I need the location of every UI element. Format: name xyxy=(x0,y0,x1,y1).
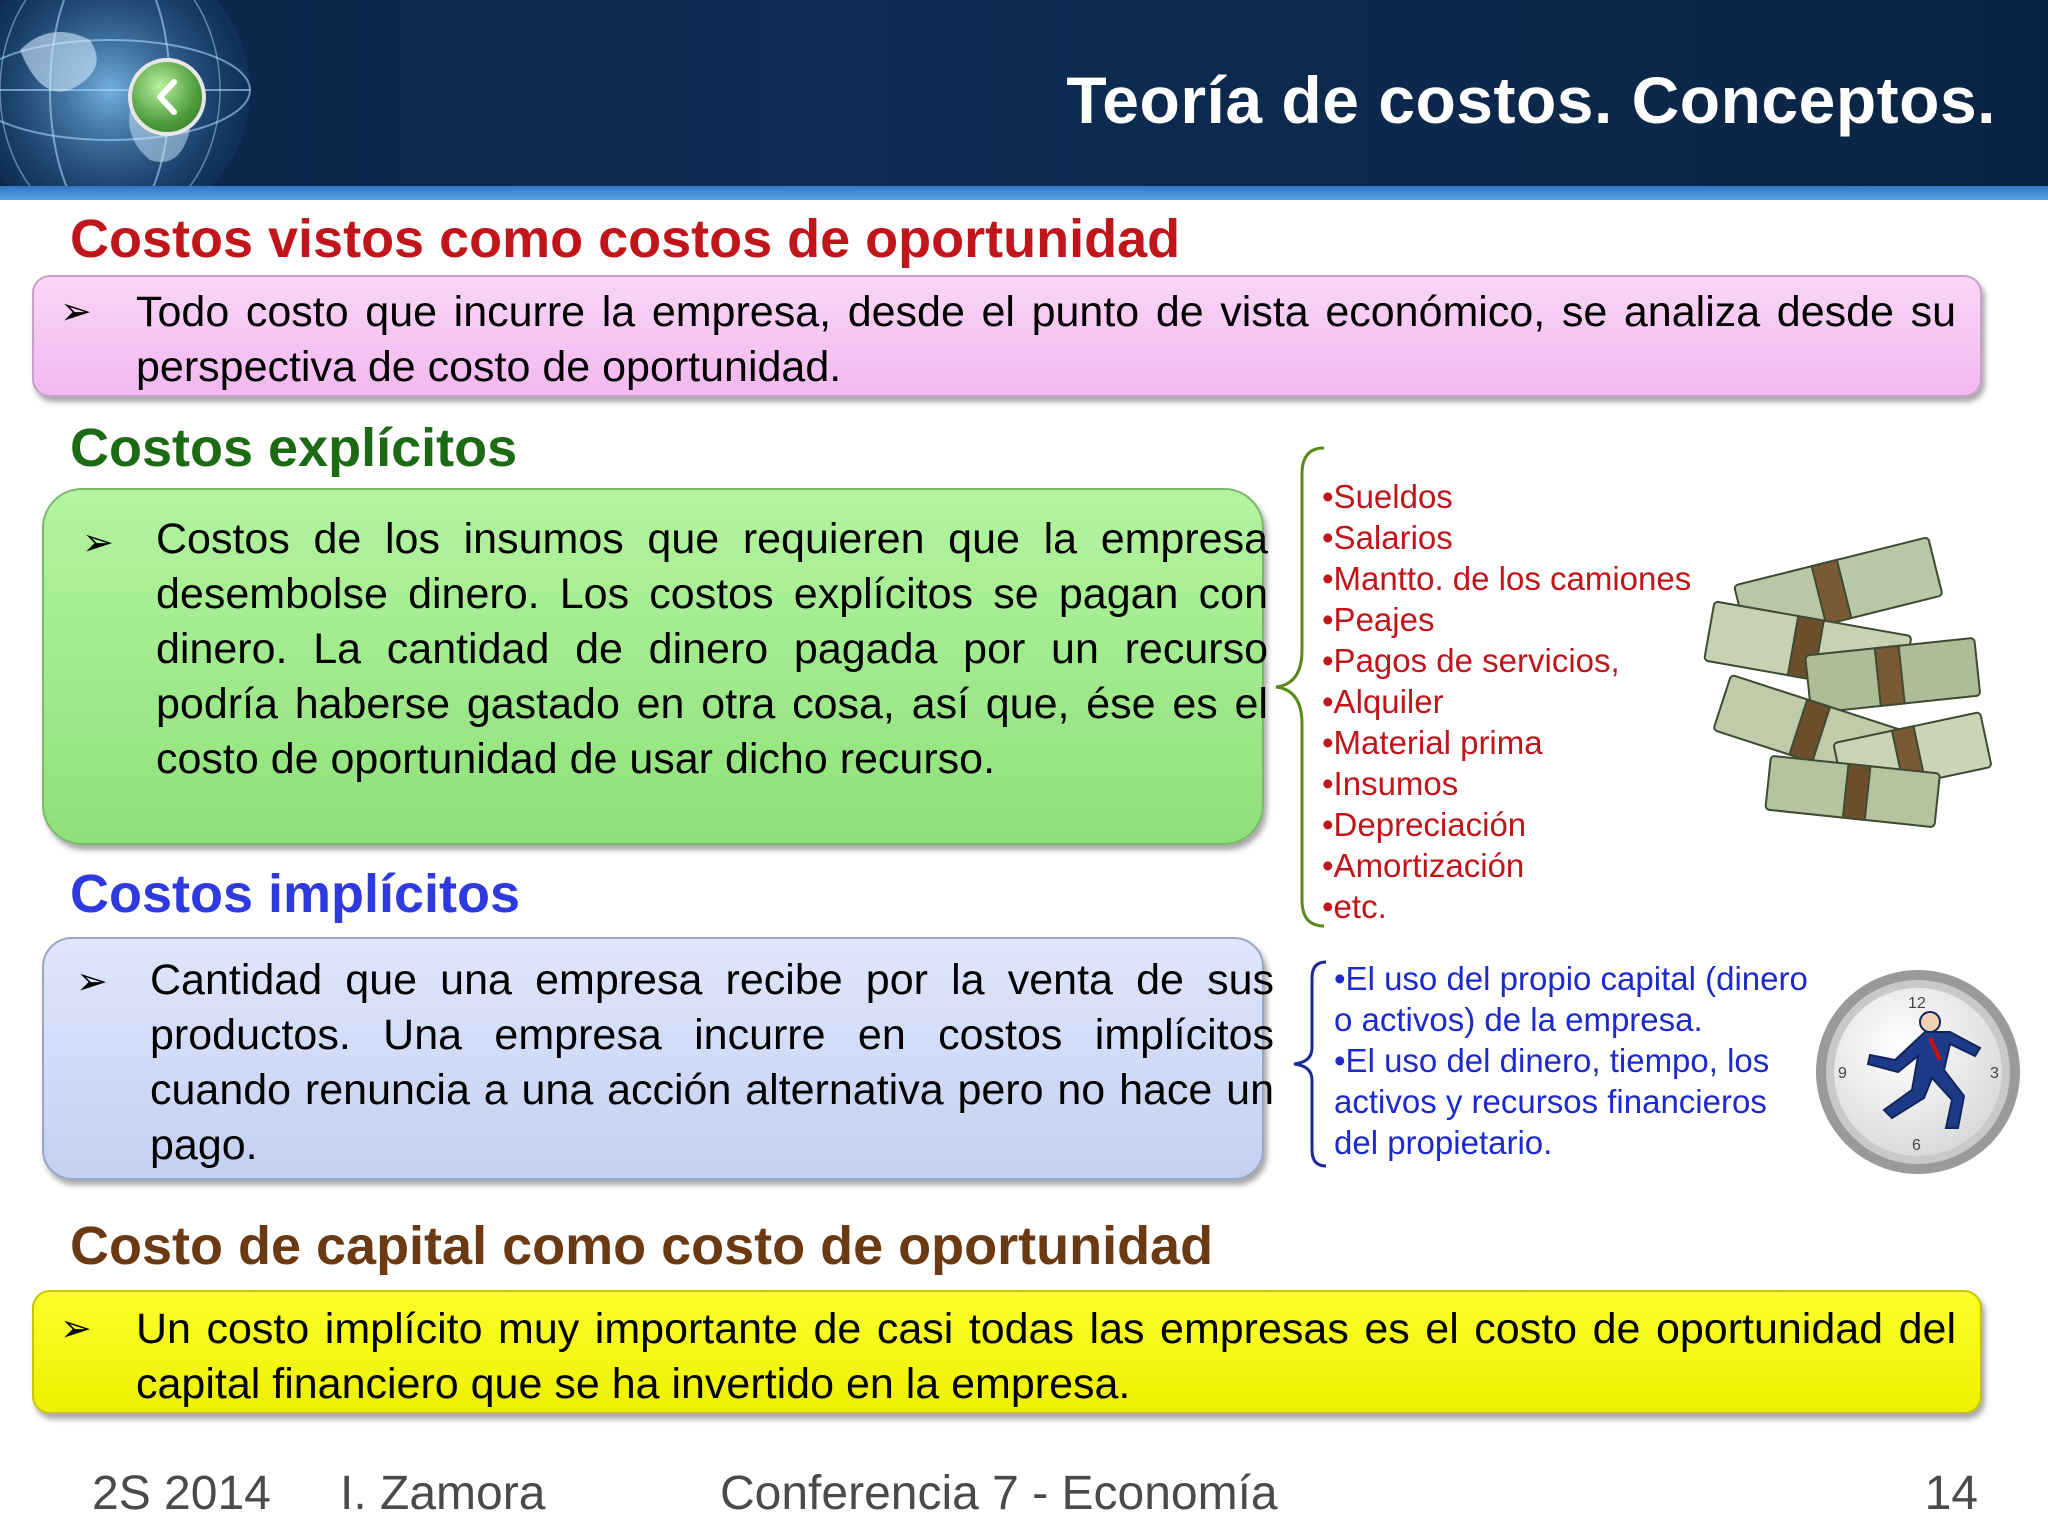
explicit-cost-text: Costos de los insumos que requieren que la empresa desembolse dinero. Los costos explícitos se pagan con dinero. La cantidad de dinero pagada por un recurso podría haberse gastado en otra cosa, así que, ése es el costo de oportunidad de usar dicho recurso. xyxy=(156,515,1268,783)
list-item: •Pagos de servicios, xyxy=(1322,642,1620,679)
list-item: •El uso del dinero, tiempo, los xyxy=(1334,1042,1770,1079)
list-item: •Amortización xyxy=(1322,847,1525,884)
explicit-cost-box xyxy=(42,488,1268,845)
footer-author: I. Zamora xyxy=(340,1467,546,1520)
list-item: activos y recursos financieros xyxy=(1334,1083,1767,1120)
list-item: o activos) de la empresa. xyxy=(1334,1001,1703,1038)
opportunity-cost-box xyxy=(32,275,1982,397)
svg-text:9: 9 xyxy=(1838,1065,1847,1082)
brace-implicit-icon xyxy=(1290,958,1330,1170)
list-item: •etc. xyxy=(1322,888,1387,925)
header-divider xyxy=(0,186,2048,200)
back-arrow-icon xyxy=(146,74,192,120)
capital-cost-text: Un costo implícito muy importante de casi todas las empresas es el costo de oportunidad del capital financiero que se ha invertido en la empresa. xyxy=(136,1305,1956,1408)
list-item: •Alquiler xyxy=(1322,683,1444,720)
page-number: 14 xyxy=(1924,1467,1978,1520)
list-item: •Material prima xyxy=(1322,724,1543,761)
money-stack-icon xyxy=(1698,528,1993,828)
back-button[interactable] xyxy=(128,58,206,136)
bullet-arrow-icon: ➢ xyxy=(76,961,108,1003)
heading-implicit-costs: Costos implícitos xyxy=(70,864,521,924)
list-item: •Peajes xyxy=(1322,601,1435,638)
svg-text:3: 3 xyxy=(1990,1065,1999,1082)
implicit-cost-box xyxy=(42,937,1274,1180)
heading-opportunity-costs: Costos vistos como costos de oportunidad xyxy=(70,209,1181,269)
list-item: •Mantto. de los camiones xyxy=(1322,560,1692,597)
slide-header xyxy=(0,0,2048,186)
list-item: •Depreciación xyxy=(1322,806,1527,843)
list-item: del propietario. xyxy=(1334,1124,1553,1161)
list-item: •Insumos xyxy=(1322,765,1459,802)
heading-capital-cost: Costo de capital como costo de oportunidad xyxy=(70,1216,1214,1276)
list-item: •Sueldos xyxy=(1322,478,1453,515)
bullet-arrow-icon: ➢ xyxy=(60,291,92,333)
list-item: •El uso del propio capital (dinero xyxy=(1334,960,1808,997)
page-title: Teoría de costos. Conceptos. xyxy=(1066,63,1996,137)
bullet-arrow-icon: ➢ xyxy=(82,522,114,564)
explicit-examples-list xyxy=(1322,476,1691,927)
brace-explicit-icon xyxy=(1268,444,1328,930)
heading-explicit-costs: Costos explícitos xyxy=(70,418,518,478)
list-item: •Salarios xyxy=(1322,519,1453,556)
footer-term: 2S 2014 xyxy=(92,1467,271,1520)
capital-cost-box xyxy=(32,1290,1982,1414)
opportunity-cost-text: Todo costo que incurre la empresa, desde el punto de vista económico, se analiza desde su perspectiva de costo de oportunidad. xyxy=(136,288,1956,391)
implicit-examples-list xyxy=(1334,958,1808,1163)
bullet-arrow-icon: ➢ xyxy=(60,1308,92,1350)
running-clock-icon xyxy=(1800,960,2036,1180)
svg-text:6: 6 xyxy=(1912,1137,1921,1154)
svg-text:12: 12 xyxy=(1908,995,1926,1012)
implicit-cost-text: Cantidad que una empresa recibe por la venta de sus productos. Una empresa incurre en costos implícitos cuando renuncia a una acción alternativa pero no hace un pago. xyxy=(150,956,1274,1169)
footer-conference: Conferencia 7 - Economía xyxy=(720,1467,1278,1520)
